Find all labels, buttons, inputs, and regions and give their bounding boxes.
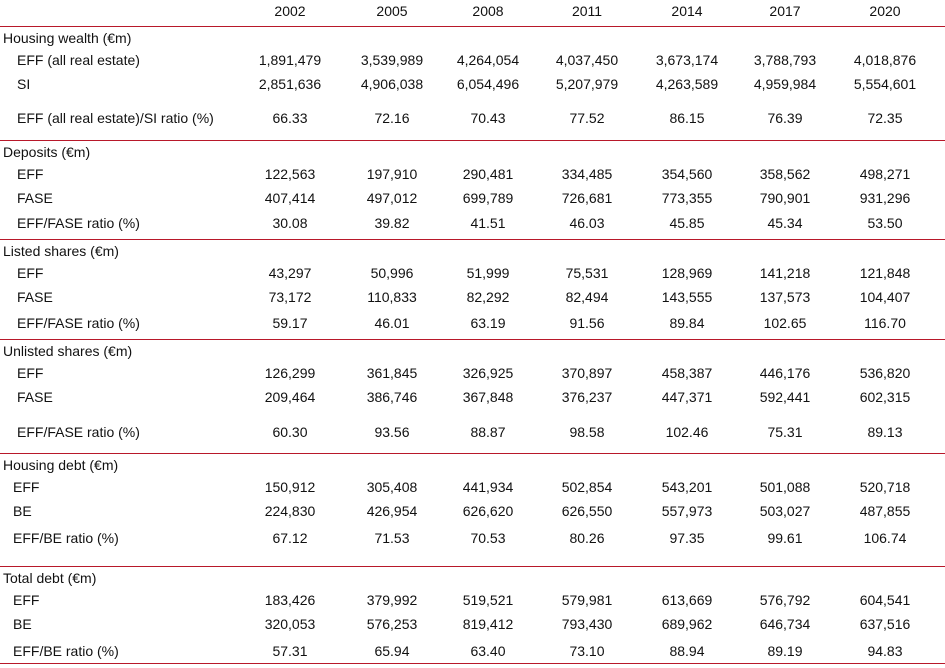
table-cell: 91.56 — [569, 315, 605, 331]
table-cell: 4,264,054 — [456, 52, 520, 68]
table-row — [0, 315, 945, 335]
table-cell: 726,681 — [561, 190, 613, 206]
row-label: FASE — [17, 190, 53, 206]
row-label: EFF/FASE ratio (%) — [17, 424, 140, 440]
table-cell: 209,464 — [264, 389, 316, 405]
table-cell: 94.83 — [867, 643, 903, 659]
table-cell: 77.52 — [569, 110, 605, 126]
row-label: EFF — [17, 265, 44, 281]
row-label: EFF — [17, 365, 44, 381]
table-cell: 137,573 — [759, 289, 811, 305]
table-cell: 604,541 — [859, 592, 911, 608]
table-cell: 520,718 — [859, 479, 911, 495]
row-label: SI — [17, 76, 31, 92]
table-row — [0, 616, 945, 636]
row-label: EFF/BE ratio (%) — [13, 530, 119, 546]
table-cell: 361,845 — [366, 365, 418, 381]
table-cell: 4,018,876 — [853, 52, 917, 68]
table-cell: 53.50 — [867, 215, 903, 231]
table-cell: 50,996 — [370, 265, 414, 281]
table-cell: 446,176 — [759, 365, 811, 381]
row-label: EFF (all real estate)/SI ratio (%) — [17, 110, 214, 126]
table-cell: 613,669 — [661, 592, 713, 608]
table-cell: 80.26 — [569, 530, 605, 546]
table-cell: 82,292 — [466, 289, 510, 305]
table-cell: 699,789 — [462, 190, 514, 206]
row-label: BE — [13, 616, 32, 632]
table-cell: 45.34 — [767, 215, 803, 231]
table-cell: 143,555 — [661, 289, 713, 305]
table-cell: 379,992 — [366, 592, 418, 608]
table-cell: 497,012 — [366, 190, 418, 206]
table-cell: 637,516 — [859, 616, 911, 632]
table-cell: 76.39 — [767, 110, 803, 126]
table-cell: 487,855 — [859, 503, 911, 519]
table-cell: 2,851,636 — [258, 76, 322, 92]
table-cell: 110,833 — [367, 289, 417, 305]
row-label: EFF/FASE ratio (%) — [17, 215, 140, 231]
table-cell: 59.17 — [272, 315, 308, 331]
row-label: EFF — [17, 166, 44, 182]
table-cell: 116.70 — [864, 315, 906, 331]
table-cell: 354,560 — [661, 166, 713, 182]
table-cell: 3,539,989 — [360, 52, 424, 68]
table-row — [0, 530, 945, 550]
row-label: FASE — [17, 289, 53, 305]
table-cell: 790,901 — [759, 190, 811, 206]
table-row — [0, 503, 945, 523]
year-header: 2017 — [769, 3, 801, 19]
table-row — [0, 643, 945, 663]
table-cell: 358,562 — [759, 166, 811, 182]
table-cell: 4,263,589 — [655, 76, 719, 92]
table-cell: 66.33 — [272, 110, 308, 126]
table-cell: 75.31 — [767, 424, 803, 440]
table-cell: 557,973 — [661, 503, 713, 519]
table-cell: 183,426 — [264, 592, 316, 608]
year-header: 2002 — [274, 3, 306, 19]
section-title: Unlisted shares (€m) — [3, 343, 133, 359]
table-cell: 502,854 — [561, 479, 613, 495]
table-cell: 45.85 — [669, 215, 705, 231]
table-cell: 75,531 — [565, 265, 609, 281]
year-header: 2020 — [869, 3, 901, 19]
table-cell: 46.01 — [374, 315, 410, 331]
table-cell: 334,485 — [561, 166, 613, 182]
table-cell: 72.16 — [374, 110, 410, 126]
table-cell: 6,054,496 — [456, 76, 520, 92]
table-row — [0, 365, 945, 385]
table-cell: 536,820 — [859, 365, 911, 381]
section-divider — [0, 453, 945, 454]
table-cell: 602,315 — [859, 389, 911, 405]
table-cell: 579,981 — [561, 592, 613, 608]
table-cell: 592,441 — [759, 389, 811, 405]
table-cell: 793,430 — [561, 616, 613, 632]
table-cell: 128,969 — [661, 265, 713, 281]
table-cell: 407,414 — [264, 190, 316, 206]
table-cell: 97.35 — [669, 530, 705, 546]
table-cell: 367,848 — [462, 389, 514, 405]
table-cell: 65.94 — [374, 643, 410, 659]
section-title: Listed shares (€m) — [3, 243, 119, 259]
table-cell: 67.12 — [272, 530, 308, 546]
table-cell: 104,407 — [859, 289, 911, 305]
table-cell: 88.94 — [669, 643, 705, 659]
table-row — [0, 190, 945, 210]
table-row — [0, 166, 945, 186]
section-divider — [0, 339, 945, 340]
section-divider — [0, 566, 945, 567]
table-cell: 441,934 — [462, 479, 514, 495]
table-cell: 63.19 — [470, 315, 506, 331]
table-row — [0, 592, 945, 612]
table-cell: 88.87 — [470, 424, 506, 440]
table-cell: 4,959,984 — [753, 76, 817, 92]
table-row — [0, 479, 945, 499]
table-cell: 106.74 — [863, 530, 907, 546]
table-cell: 121,848 — [859, 265, 911, 281]
table-cell: 931,296 — [859, 190, 911, 206]
table-cell: 426,954 — [366, 503, 418, 519]
table-row — [0, 110, 945, 130]
row-label: EFF/BE ratio (%) — [13, 643, 119, 659]
table-cell: 4,037,450 — [555, 52, 619, 68]
section-divider — [0, 140, 945, 141]
table-cell: 458,387 — [661, 365, 713, 381]
table-cell: 447,371 — [661, 389, 713, 405]
table-cell: 376,237 — [561, 389, 613, 405]
table-cell: 3,673,174 — [655, 52, 719, 68]
table-cell: 386,746 — [366, 389, 418, 405]
row-label: EFF — [13, 479, 40, 495]
table-cell: 3,788,793 — [753, 52, 817, 68]
table-cell: 773,355 — [661, 190, 713, 206]
table-cell: 82,494 — [565, 289, 609, 305]
table-cell: 73.10 — [569, 643, 605, 659]
section-divider — [0, 239, 945, 240]
table-cell: 326,925 — [462, 365, 514, 381]
table-cell: 39.82 — [374, 215, 410, 231]
table-cell: 73,172 — [268, 289, 312, 305]
table-cell: 503,027 — [759, 503, 811, 519]
section-title: Deposits (€m) — [3, 144, 91, 160]
year-header: 2011 — [571, 3, 603, 19]
table-cell: 46.03 — [569, 215, 605, 231]
table-cell: 4,906,038 — [360, 76, 424, 92]
table-cell: 72.35 — [867, 110, 903, 126]
row-label: BE — [13, 503, 32, 519]
table-cell: 89.84 — [669, 315, 705, 331]
table-cell: 60.30 — [272, 424, 308, 440]
table-row — [0, 215, 945, 235]
table-cell: 5,207,979 — [555, 76, 619, 92]
section-title: Housing debt (€m) — [3, 457, 119, 473]
table-cell: 63.40 — [470, 643, 506, 659]
row-label: EFF — [13, 592, 40, 608]
table-cell: 576,253 — [366, 616, 418, 632]
table-cell: 5,554,601 — [853, 76, 917, 92]
table-cell: 89.13 — [867, 424, 903, 440]
table-cell: 86.15 — [669, 110, 705, 126]
table-cell: 370,897 — [561, 365, 613, 381]
table-cell: 305,408 — [366, 479, 418, 495]
table-cell: 197,910 — [366, 166, 418, 182]
table-row — [0, 265, 945, 285]
row-label: EFF/FASE ratio (%) — [17, 315, 140, 331]
table-cell: 102.46 — [665, 424, 709, 440]
row-label: EFF (all real estate) — [17, 52, 140, 68]
table-cell: 102.65 — [763, 315, 807, 331]
table-cell: 150,912 — [264, 479, 316, 495]
table-cell: 501,088 — [759, 479, 811, 495]
table-cell: 543,201 — [661, 479, 713, 495]
section-title: Total debt (€m) — [3, 570, 97, 586]
table-cell: 224,830 — [264, 503, 316, 519]
table-cell: 99.61 — [767, 530, 803, 546]
table-cell: 626,620 — [462, 503, 514, 519]
table-bottom-rule — [0, 663, 945, 664]
table-cell: 646,734 — [759, 616, 811, 632]
table-cell: 71.53 — [374, 530, 410, 546]
table-cell: 51,999 — [466, 265, 510, 281]
table-cell: 43,297 — [268, 265, 312, 281]
table-cell: 89.19 — [767, 643, 803, 659]
table-cell: 30.08 — [272, 215, 308, 231]
year-header: 2014 — [671, 3, 703, 19]
table-cell: 498,271 — [859, 166, 911, 182]
table-row — [0, 52, 945, 72]
table-cell: 819,412 — [462, 616, 514, 632]
table-cell: 70.43 — [470, 110, 506, 126]
table-row — [0, 76, 945, 96]
table-cell: 576,792 — [759, 592, 811, 608]
table-cell: 122,563 — [264, 166, 316, 182]
table-cell: 126,299 — [264, 365, 316, 381]
year-header-row — [0, 0, 945, 27]
section-title: Housing wealth (€m) — [3, 30, 132, 46]
table-cell: 519,521 — [462, 592, 514, 608]
table-row — [0, 289, 945, 309]
table-cell: 689,962 — [661, 616, 713, 632]
year-header: 2005 — [376, 3, 408, 19]
table-cell: 1,891,479 — [258, 52, 322, 68]
table-cell: 41.51 — [470, 215, 506, 231]
table-cell: 93.56 — [374, 424, 410, 440]
table-row — [0, 389, 945, 409]
table-row — [0, 424, 945, 444]
table-cell: 57.31 — [272, 643, 308, 659]
table-cell: 98.58 — [569, 424, 605, 440]
table-cell: 320,053 — [264, 616, 316, 632]
table-cell: 626,550 — [561, 503, 613, 519]
table-cell: 290,481 — [462, 166, 514, 182]
row-label: FASE — [17, 389, 53, 405]
table-cell: 70.53 — [470, 530, 506, 546]
table-cell: 141,218 — [759, 265, 811, 281]
year-header: 2008 — [472, 3, 504, 19]
